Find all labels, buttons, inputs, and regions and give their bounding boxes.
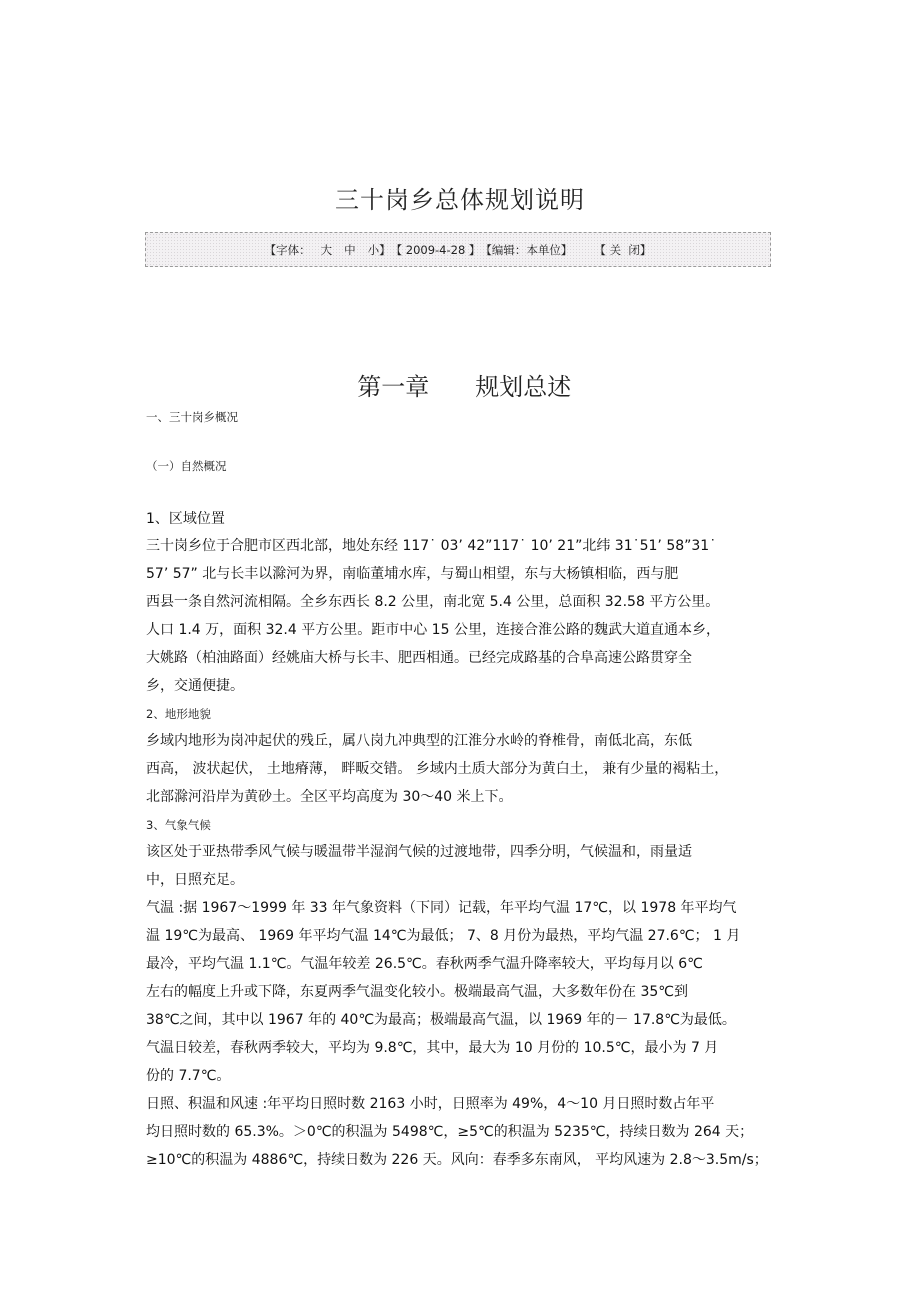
font-size-large-link[interactable]: 大 (320, 242, 333, 257)
paragraph-line: 乡域内地形为岗冲起伏的残丘，属八岗九冲典型的江淮分水岭的脊椎骨，南低北高，东低 (146, 733, 692, 749)
paragraph-line: 38℃之间，其中以 1967 年的 40℃为最高；极端最高气温，以 1969 年的－ 17.8℃为最低。 (146, 1012, 736, 1028)
paragraph-line: 该区处于亚热带季风气候与暖温带半湿润气候的过渡地带，四季分明，气候温和，雨量适 (146, 844, 692, 860)
subsection-heading: （一）自然概况 (146, 459, 227, 473)
paragraph-line: 中，日照充足。 (146, 872, 244, 888)
page-title: 三十岗乡总体规划说明 (335, 186, 585, 214)
chapter-title: 规划总述 (475, 373, 572, 401)
chapter-heading (342, 339, 571, 402)
paragraph-line: 气温 :据 1967～1999 年 33 年气象资料（下同）记载，年平均气温 17℃，以 1978 年平均气 (146, 900, 737, 916)
paragraph-line: 人口 1.4 万，面积 32.4 平方公里。距市中心 15 公里，连接合淮公路的魏武大道直通本乡， (146, 622, 720, 638)
paragraph-line: 西县一条自然河流相隔。全乡东西长 8.2 公里，南北宽 5.4 公里，总面积 32.58 平方公里。 (146, 594, 720, 610)
paragraph-line: 日照、积温和风速 :年平均日照时数 2163 小时，日照率为 49%，4～10 月日照时数占年平 (146, 1096, 715, 1112)
chapter-number: 第一章 (357, 373, 430, 401)
close-button[interactable]: 【 关 闭】 (594, 242, 652, 257)
font-size-label: 【字体： (264, 242, 311, 257)
editor-info: 【编辑：本单位】 (480, 242, 573, 257)
paragraph-line: 西高， 波状起伏， 土地瘠薄， 畔畈交错。 乡域内土质大部分为黄白土， 兼有少量的褐粘土， (146, 761, 729, 777)
paragraph-line: 三十岗乡位于合肥市区西北部，地处东经 117˙ 03’ 42”117˙ 10’ 21”北纬 31˙51’ 58”31˙ (146, 538, 717, 554)
paragraph-line: 左右的幅度上升或下降，东夏两季气温变化较小。极端最高气温，大多数年份在 35℃到 (146, 984, 688, 1000)
paragraph-line: 北部滁河沿岸为黄砂土。全区平均高度为 30～40 米上下。 (146, 789, 513, 805)
font-size-medium-link[interactable]: 中 (344, 242, 356, 257)
item-heading-location: 1、区域位置 (146, 511, 225, 527)
paragraph-line: 57’ 57” 北与长丰以滁河为界，南临董埔水库，与蜀山相望，东与大杨镇相临，西与肥 (146, 566, 679, 582)
paragraph-line: 份的 7.7℃。 (146, 1068, 231, 1084)
paragraph-line: 气温日较差，春秋两季较大，平均为 9.8℃，其中，最大为 10 月份的 10.5℃，最小为 7 月 (146, 1040, 719, 1056)
paragraph-line: 均日照时数的 65.3%。＞0℃的积温为 5498℃，≥5℃的积温为 5235℃，持续日数为 264 天； (146, 1124, 754, 1140)
paragraph-line: 乡，交通便捷。 (146, 678, 244, 694)
item-heading-terrain: 2、地形地貌 (146, 707, 211, 721)
paragraph-line: ≥10℃的积温为 4886℃，持续日数为 226 天。风向：春季多东南风， 平均风速为 2.8～3.5m/s； (146, 1152, 768, 1168)
section-heading: 一、三十岗乡概况 (146, 410, 238, 424)
publish-date: 【 2009-4-28 】 (390, 242, 481, 257)
article-toolbar (145, 232, 771, 267)
paragraph-line: 最冷，平均气温 1.1℃。气温年较差 26.5℃。春秋两季气温升降率较大，平均每月以 6℃ (146, 956, 703, 972)
font-size-small-link[interactable]: 小】 (367, 242, 391, 257)
paragraph-line: 大姚路（柏油路面）经姚庙大桥与长丰、肥西相通。已经完成路基的合阜高速公路贯穿全 (146, 650, 692, 666)
item-heading-climate: 3、气象气候 (146, 818, 211, 832)
paragraph-line: 温 19℃为最高、 1969 年平均气温 14℃为最低； 7、8 月份为最热，平均气温 27.6℃； 1 月 (146, 928, 741, 944)
